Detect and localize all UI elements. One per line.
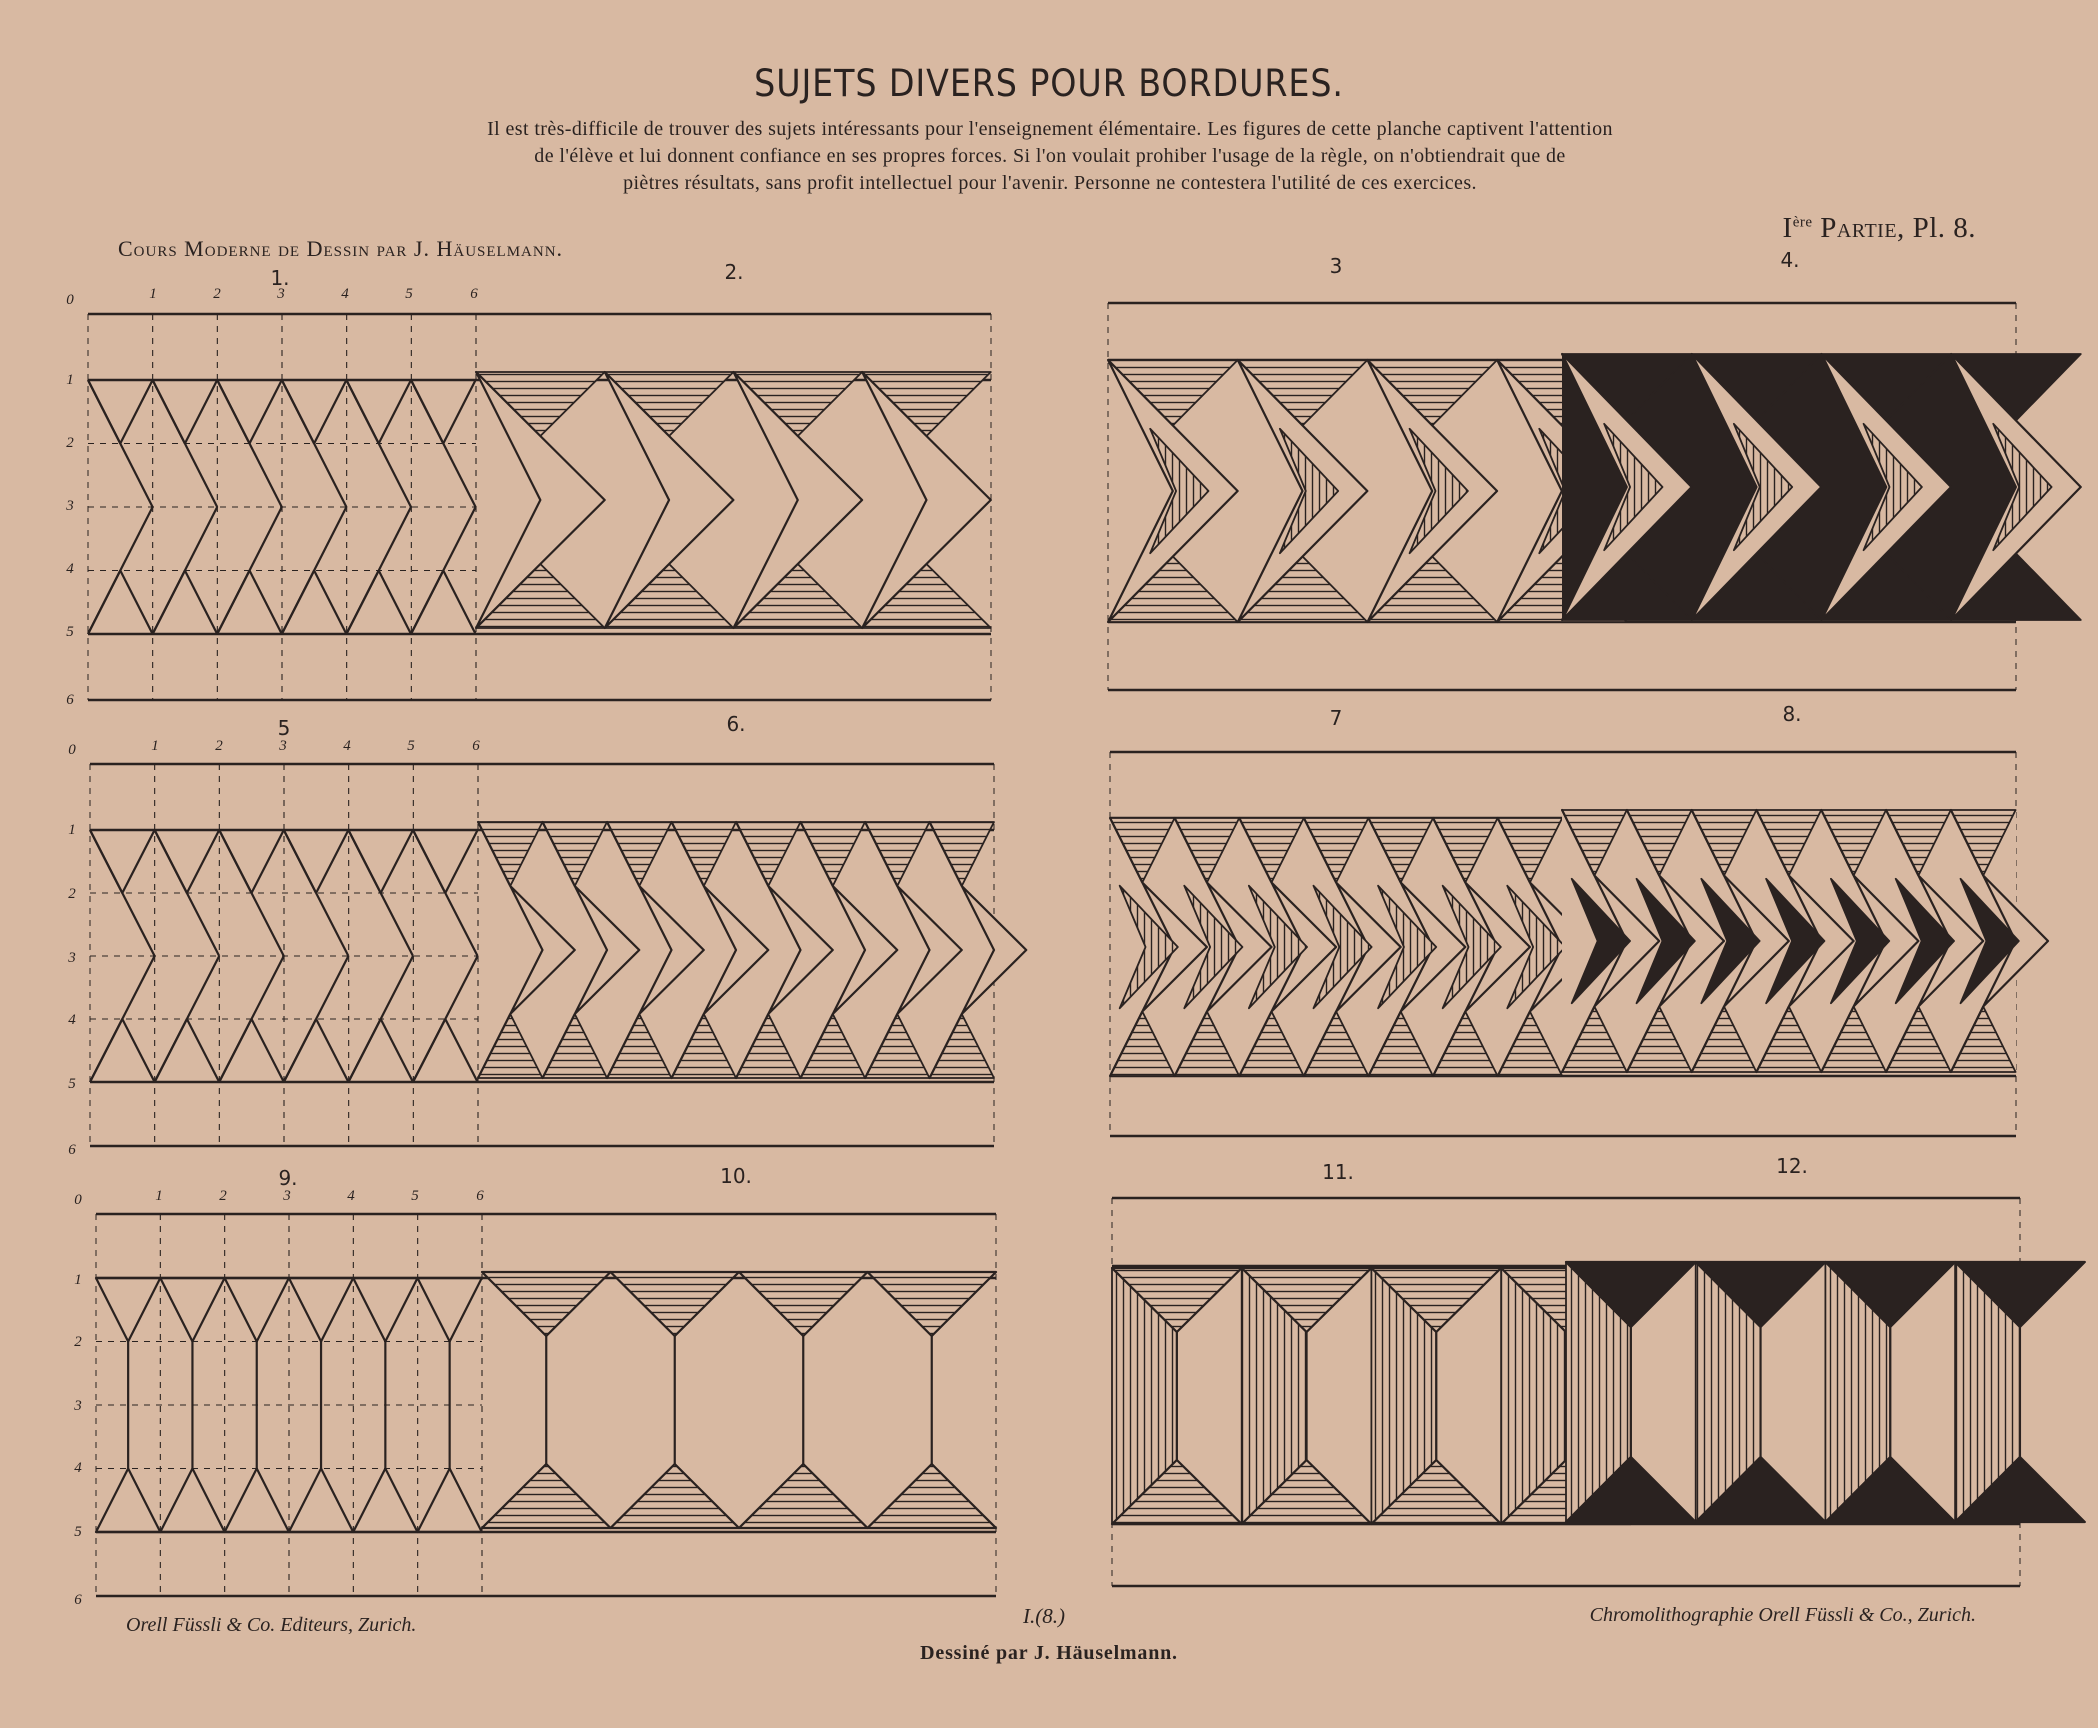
intro-line-1: Il est très-difficile de trouver des sujets intéressants pour l'enseignement élémentaire. Les figures de cette planche captivent l'attention [487,118,1613,140]
shaded-bottom-triangle [736,1014,801,1078]
row-label: 1 [68,822,76,838]
shaded-top-triangle [611,1272,740,1336]
figure-number-6: 6. [726,712,746,736]
shaded-top-triangle [1110,818,1175,883]
row-label: 3 [74,1398,82,1414]
shaded-bottom-triangle [611,1464,740,1528]
figure-number-1: 1. [270,266,290,290]
row-label: 4 [74,1460,82,1476]
shaded-bottom-triangle [1368,1012,1433,1077]
shaded-bottom-triangle [482,1464,611,1528]
hex-bottom-edge [289,1469,353,1533]
col-label: 6 [476,1188,484,1204]
col-label: 5 [411,1188,419,1204]
shaded-top-triangle [478,822,543,886]
col-label: 6 [472,738,480,754]
row-label: 2 [68,886,76,902]
hex-top-edge [225,1278,289,1342]
row-label: 2 [66,435,74,451]
shaded-bottom-triangle [865,1014,930,1078]
row-label: 0 [66,292,74,308]
printer-note: Chromolithographie Orell Füssli & Co., Zurich. [1589,1604,1976,1626]
chevron-body [478,822,575,1078]
row-label: 5 [68,1076,76,1092]
hex-top-edge [418,1278,482,1342]
col-label: 4 [343,738,351,754]
inner-arrow [1120,886,1178,1009]
plate-identifier [1783,212,1976,245]
shaded-bottom-triangle [1498,1012,1563,1077]
figure-number-11: 11. [1322,1160,1354,1184]
row-label: 6 [74,1592,82,1608]
diagonal-stroke [252,830,284,893]
shaded-top-triangle [672,822,737,886]
diagonal-stroke [250,380,282,444]
part-word: Partie, [1820,212,1905,244]
col-label: 2 [219,1188,227,1204]
row-label: 3 [68,950,76,966]
shaded-top-triangle [1239,818,1304,883]
diagonal-stroke [250,571,282,635]
figure-number-7: 7 [1329,706,1343,730]
shaded-top-triangle [543,822,608,886]
col-label: 1 [155,1188,163,1204]
shaded-bottom-triangle [801,1014,866,1078]
hex-bottom-edge [96,1469,160,1533]
diagonal-stroke [316,1019,348,1082]
diagonal-stroke [381,830,413,893]
shaded-bottom-triangle [868,1464,997,1528]
row-label: 1 [74,1272,82,1288]
hex-bottom-edge [353,1469,417,1533]
shaded-top-triangle [736,822,801,886]
intro-line-3: piètres résultats, sans profit intellectuel pour l'avenir. Personne ne contestera l'utilité de ces exercices. [623,172,1477,194]
hex-top-edge [353,1278,417,1342]
col-label: 2 [213,286,221,302]
figure-number-9: 9. [278,1166,298,1190]
diagonal-stroke [187,830,219,893]
row-label: 4 [66,561,74,577]
diagonal-stroke [185,571,217,635]
shaded-top-triangle [1304,818,1369,883]
shaded-bottom-triangle [1110,1012,1175,1077]
publisher-note: Orell Füssli & Co. Editeurs, Zurich. [126,1614,417,1636]
shaded-top-triangle [1433,818,1498,883]
shaded-top-triangle [865,822,930,886]
shaded-top-triangle [1498,818,1563,883]
intro-text [360,116,1740,197]
col-label: 4 [341,286,349,302]
figure-number-5: 5 [277,716,291,740]
row-label: 0 [74,1192,82,1208]
hex-top-edge [160,1278,224,1342]
shaded-top-triangle [1175,818,1240,883]
series-title: Cours Moderne de Dessin par J. Häuselmann. [118,236,564,261]
col-label: 3 [279,738,287,754]
hex-top-edge [96,1278,160,1342]
hex-bottom-edge [225,1469,289,1533]
intro-line-2: de l'élève et lui donnent confiance en ses propres forces. Si l'on voulait prohiber l'usage de la règle, on n'obtiendrait que de [534,145,1566,167]
drawing-credit: Dessiné par J. Häuselmann. [920,1642,1178,1664]
plate-mark: I.(8.) [1023,1604,1065,1628]
border-ornaments [88,303,2085,1596]
figure-number-10: 10. [720,1164,752,1188]
row-label: 5 [74,1524,82,1540]
shaded-bottom-triangle [1175,1012,1240,1077]
diagonal-stroke [443,380,475,444]
diagonal-stroke [185,380,217,444]
part-prefix: I [1782,212,1793,244]
figure-number-12: 12. [1776,1154,1808,1178]
figure-number-8: 8. [1782,702,1802,726]
col-label: 6 [470,286,478,302]
diagonal-stroke [187,1019,219,1082]
hex-top-edge [289,1278,353,1342]
shaded-bottom-triangle [739,1464,868,1528]
diagonal-stroke [314,571,346,635]
figure-number-3: 3 [1329,254,1343,278]
hex-bottom-edge [160,1469,224,1533]
shaded-top-triangle [930,822,995,886]
row-label: 2 [74,1334,82,1350]
part-superscript: ère [1792,214,1813,231]
shaded-bottom-triangle [543,1014,608,1078]
plate-number: Pl. 8. [1912,212,1976,244]
diagonal-stroke [316,830,348,893]
col-label: 4 [347,1188,355,1204]
shaded-bottom-triangle [478,1014,543,1078]
col-label: 5 [405,286,413,302]
diagonal-stroke [445,1019,477,1082]
col-label: 3 [283,1188,291,1204]
shaded-bottom-triangle [1304,1012,1369,1077]
diagonal-stroke [381,1019,413,1082]
shaded-top-triangle [1368,818,1433,883]
diagonal-stroke [379,571,411,635]
shaded-top-triangle [607,822,672,886]
row-label: 1 [66,372,74,388]
page-title: SUJETS DIVERS POUR BORDURES. [754,62,1344,105]
row-label: 4 [68,1012,76,1028]
diagonal-stroke [120,380,152,444]
diagonal-stroke [443,571,475,635]
diagonal-stroke [314,380,346,444]
row-label: 6 [68,1142,76,1158]
diagonal-stroke [122,830,154,893]
diagonal-stroke [122,1019,154,1082]
col-label: 1 [149,286,157,302]
row-label: 3 [66,498,74,514]
shaded-bottom-triangle [1433,1012,1498,1077]
shaded-top-triangle [868,1272,997,1336]
diagonal-stroke [445,830,477,893]
shaded-bottom-triangle [672,1014,737,1078]
shaded-top-triangle [482,1272,611,1336]
row-label: 0 [68,742,76,758]
row-label: 6 [66,692,74,708]
hex-bottom-edge [418,1469,482,1533]
shaded-top-triangle [801,822,866,886]
shaded-top-triangle [739,1272,868,1336]
col-label: 2 [215,738,223,754]
row-label: 5 [66,624,74,640]
figure-number-4: 4. [1780,248,1800,272]
shaded-bottom-triangle [607,1014,672,1078]
col-label: 1 [151,738,159,754]
diagonal-stroke [252,1019,284,1082]
col-label: 5 [407,738,415,754]
col-label: 3 [277,286,285,302]
shaded-bottom-triangle [930,1014,995,1078]
diagonal-stroke [379,380,411,444]
figure-number-2: 2. [724,260,744,284]
shaded-bottom-triangle [1239,1012,1304,1077]
diagonal-stroke [120,571,152,635]
